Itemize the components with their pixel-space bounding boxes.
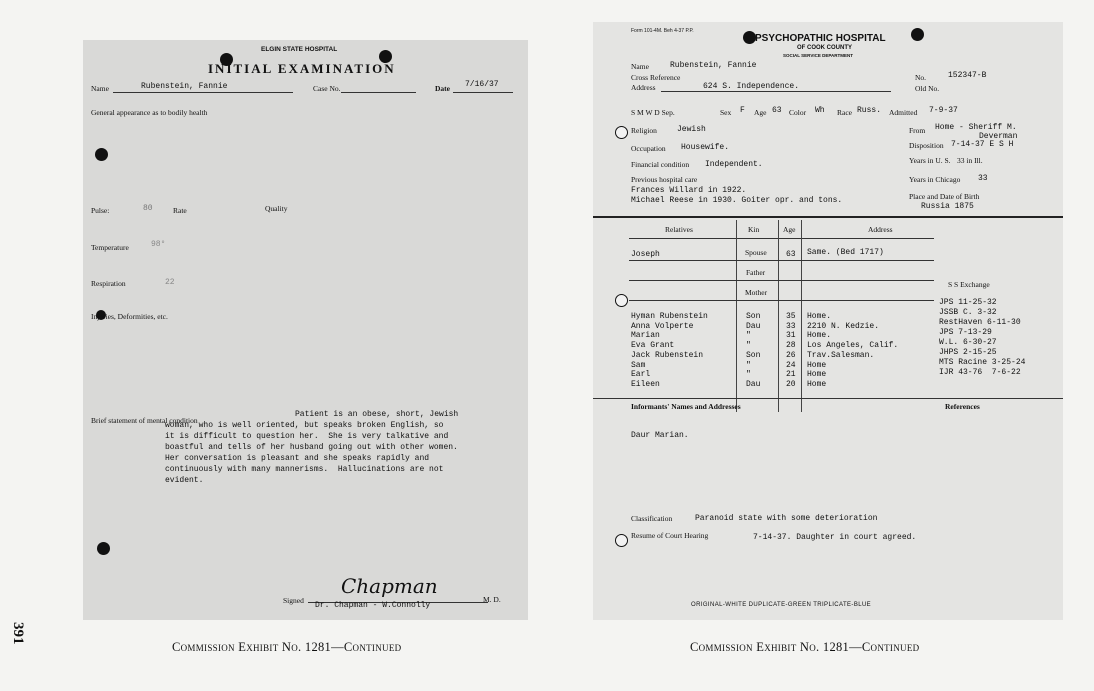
mental-line: Patient is an obese, short, Jewish — [295, 410, 459, 419]
number-label: No. — [915, 73, 927, 82]
spouse-age: 63 — [786, 250, 796, 259]
general-label: General appearance as to bodily health — [91, 108, 208, 117]
informants-label: Informants' Names and Addresses — [631, 402, 741, 411]
header-rule — [629, 238, 934, 239]
age-value: 63 — [772, 106, 782, 115]
ss-exchange-entry: JSSB C. 3-32 — [939, 308, 997, 317]
injuries-label: Injuries, Deformities, etc. — [91, 312, 168, 321]
punch-hole — [615, 294, 628, 307]
ss-exchange-entry: JPS 7-13-29 — [939, 328, 992, 337]
relative-address: Trav.Salesman. — [807, 350, 875, 360]
form-number: Form 101-4M. Beh 4-37 P.P. — [631, 28, 694, 34]
punch-hole — [615, 126, 628, 139]
financial-label: Financial condition — [631, 160, 690, 169]
relative-age: 33 — [786, 321, 796, 331]
caption-left — [172, 640, 401, 655]
caption-left-text: Commission Exhibit No. 1281—Continued — [172, 640, 402, 654]
relative-address: Home — [807, 379, 827, 389]
relative-kin: Son — [746, 350, 761, 360]
occupation-label: Occupation — [631, 144, 666, 153]
psychopathic-hospital-form — [593, 22, 1063, 620]
department: SOCIAL SERVICE DEPARTMENT — [783, 53, 854, 58]
admitted-value: 7-9-37 — [929, 106, 958, 115]
disposition-label: Disposition — [909, 141, 944, 150]
address-label: Address — [631, 83, 656, 92]
relative-kin: Son — [746, 312, 761, 321]
hospital-name: PSYCHOPATHIC HOSPITAL — [755, 33, 886, 44]
case-label: Case No. — [313, 84, 341, 93]
religion-value: Jewish — [677, 125, 706, 134]
relative-address: Home — [807, 360, 827, 370]
years-us-value: 33 in Ill. — [957, 156, 983, 165]
address-line — [661, 91, 891, 92]
relatives-header: Relatives — [665, 225, 693, 234]
ss-exchange-entry: JPS 11-25-32 — [939, 298, 997, 307]
respiration-value: 22 — [165, 278, 175, 287]
spouse-address: Same. (Bed 1717) — [807, 248, 884, 257]
signed-label: Signed — [283, 596, 304, 605]
ss-exchange-entry: IJR 43-76 7-6-22 — [939, 368, 1021, 377]
ss-exchange-entry: JHPS 2-15-25 — [939, 348, 997, 357]
relative-kin: Dau — [746, 379, 761, 389]
form-title: INITIAL EXAMINATION — [208, 61, 396, 76]
ss-exchange-entry: RestHaven 6-11-30 — [939, 318, 1021, 327]
from-label: From — [909, 126, 926, 135]
court-hearing-label: Resume of Court Hearing — [631, 531, 709, 540]
from-value: Home - Sheriff M. — [935, 123, 1017, 132]
date-label: Date — [435, 84, 450, 93]
race-value: Russ. — [857, 106, 882, 115]
relative-name: Sam — [631, 360, 646, 370]
marital-status-label: S M W D Sep. — [631, 108, 675, 117]
relative-age: 20 — [786, 379, 796, 389]
row-rule — [629, 300, 934, 301]
sex-value: F — [740, 106, 745, 115]
address-header: Address — [868, 225, 893, 234]
ss-exchange-entry: W.L. 6-30-27 — [939, 338, 997, 347]
row-rule — [629, 280, 934, 281]
name-label: Name — [91, 84, 109, 93]
row-rule — [629, 260, 934, 261]
form-footer: ORIGINAL-WHITE DUPLICATE-GREEN TRIPLICATE-BLUE — [691, 602, 872, 608]
years-chicago-value: 33 — [978, 174, 988, 183]
relative-address: Home — [807, 370, 827, 380]
ss-exchange-entry: MTS Racine 3-25-24 — [939, 358, 1026, 367]
date-value: 7/16/37 — [465, 80, 499, 89]
punch-hole — [911, 28, 924, 41]
relative-name: Eva Grant — [631, 341, 675, 351]
relative-kin: " — [746, 370, 751, 380]
date-line — [453, 92, 513, 93]
case-line — [341, 92, 416, 93]
mother-label: Mother — [745, 288, 768, 297]
occupation-value: Housewife. — [681, 143, 730, 152]
spouse-name: Joseph — [631, 250, 660, 259]
respiration-label: Respiration — [91, 279, 126, 288]
mental-line: continuously with many mannerisms. Hallucinations are not — [165, 465, 444, 474]
kin-header: Kin — [748, 225, 760, 234]
relative-address: Home. — [807, 312, 832, 321]
relative-name: Eileen — [631, 379, 660, 389]
color-label: Color — [789, 108, 807, 117]
relative-age: 21 — [786, 370, 796, 380]
ss-exchange-label: S S Exchange — [948, 280, 990, 289]
md-label: M. D. — [483, 595, 501, 604]
relative-age: 35 — [786, 312, 796, 321]
column-rule — [801, 220, 802, 412]
mental-line: woman, who is well oriented, but speaks broken English, so — [165, 421, 444, 430]
race-label: Race — [837, 108, 852, 117]
religion-label: Religion — [631, 126, 657, 135]
column-rule — [736, 220, 737, 412]
punch-hole — [97, 542, 110, 555]
mental-line: boastful and tells of her husband going out with other women. — [165, 443, 458, 452]
signed-typed: Dr. Chapman - W.Connolly — [315, 601, 431, 610]
relative-name: Earl — [631, 370, 651, 380]
birth-value: Russia 1875 — [921, 202, 974, 211]
relative-name: Anna Volperte — [631, 321, 694, 331]
initial-examination-form — [83, 40, 528, 620]
relative-address: Home. — [807, 331, 832, 341]
mental-label: Brief statement of mental condition — [91, 416, 198, 425]
disposition-value: 7-14-37 E S H — [951, 140, 1014, 149]
relative-name: Jack Rubenstein — [631, 350, 704, 360]
page-number: 391 — [10, 622, 26, 645]
column-rule — [778, 220, 779, 412]
relative-kin: " — [746, 331, 751, 341]
name-label: Name — [631, 62, 649, 71]
relative-name: Hyman Rubenstein — [631, 312, 708, 321]
previous-care-line: Michael Reese in 1930. Goiter opr. and tons. — [631, 196, 843, 205]
color-value: Wh — [815, 106, 825, 115]
address-value: 624 S. Independence. — [703, 82, 800, 91]
classification-value: Paranoid state with some deterioration — [695, 514, 878, 523]
relative-age: 24 — [786, 360, 796, 370]
table-top-rule — [593, 216, 1063, 218]
financial-value: Independent. — [705, 160, 763, 169]
relative-kin: Dau — [746, 321, 761, 331]
punch-hole — [95, 148, 108, 161]
relative-name: Marian — [631, 331, 660, 341]
caption-right — [690, 640, 919, 655]
relative-address: 2210 N. Kedzie. — [807, 321, 880, 331]
years-us-label: Years in U. S. — [909, 156, 951, 165]
hospital-name: ELGIN STATE HOSPITAL — [261, 46, 338, 53]
relative-age: 26 — [786, 350, 796, 360]
relative-address: Los Angeles, Calif. — [807, 341, 899, 351]
classification-label: Classification — [631, 514, 673, 523]
age-header: Age — [783, 225, 796, 234]
table-bottom-rule — [593, 398, 1063, 399]
rate-label: Rate — [173, 206, 187, 215]
signature: Chapman — [341, 574, 438, 598]
court-hearing-value: 7-14-37. Daughter in court agreed. — [753, 533, 917, 542]
temperature-value: 98° — [151, 240, 166, 249]
previous-care-label: Previous hospital care — [631, 175, 698, 184]
spouse-kin: Spouse — [745, 248, 767, 257]
relative-kin: " — [746, 341, 751, 351]
pulse-value: 80 — [143, 204, 153, 213]
quality-label: Quality — [265, 204, 288, 213]
caption-right-text: Commission Exhibit No. 1281—Continued — [690, 640, 920, 654]
mental-line: evident. — [165, 476, 204, 485]
relative-kin: " — [746, 360, 751, 370]
mental-line: Her conversation is pleasant and she speaks rapidly and — [165, 454, 430, 463]
sex-label: Sex — [720, 108, 732, 117]
temperature-label: Temperature — [91, 243, 129, 252]
relative-age: 31 — [786, 331, 796, 341]
from-value-2: Deverman — [979, 132, 1018, 141]
cross-reference-label: Cross Reference — [631, 73, 681, 82]
age-label: Age — [754, 108, 767, 117]
previous-care-line: Frances Willard in 1922. — [631, 186, 747, 195]
references-label: References — [945, 402, 980, 411]
informant-value: Daur Marian. — [631, 431, 689, 440]
old-number-label: Old No. — [915, 84, 940, 93]
relative-age: 28 — [786, 341, 796, 351]
name-line — [113, 92, 293, 93]
name-value: Rubenstein, Fannie — [670, 61, 757, 70]
number-value: 152347-B — [948, 71, 987, 80]
birth-label: Place and Date of Birth — [909, 192, 980, 201]
name-value: Rubenstein, Fannie — [141, 82, 228, 91]
punch-hole — [615, 534, 628, 547]
mental-line: it is difficult to question her. She is very talkative and — [165, 432, 449, 441]
admitted-label: Admitted — [889, 108, 918, 117]
father-label: Father — [746, 268, 766, 277]
pulse-label: Pulse: — [91, 206, 110, 215]
county: OF COOK COUNTY — [797, 45, 852, 51]
years-chicago-label: Years in Chicago — [909, 175, 961, 184]
